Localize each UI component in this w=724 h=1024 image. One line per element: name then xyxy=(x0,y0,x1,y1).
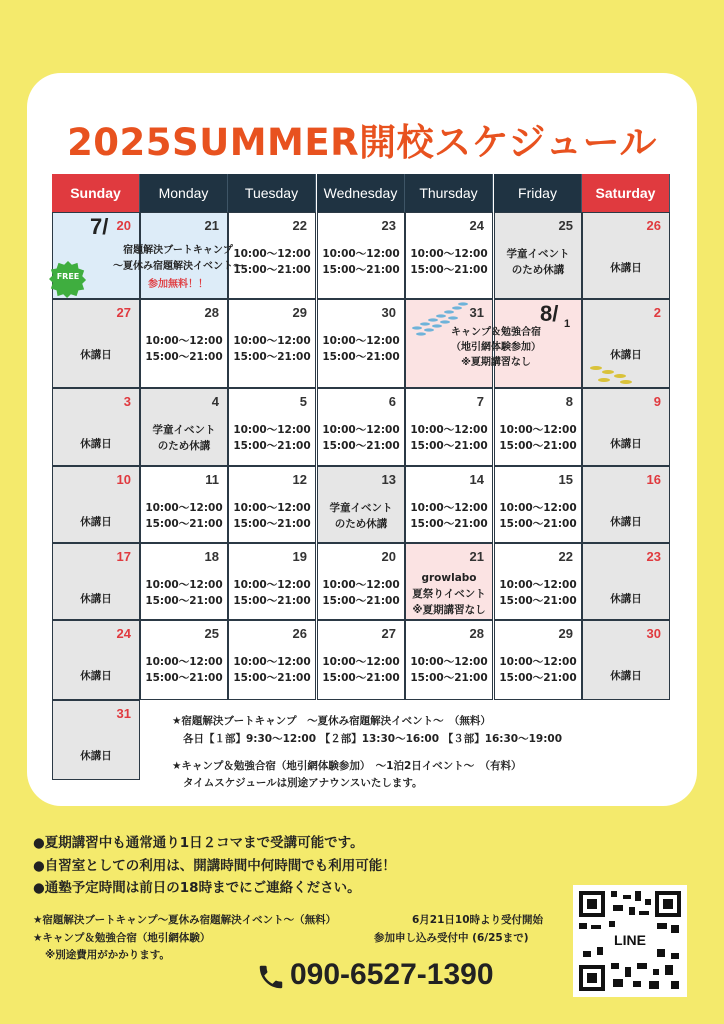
closed-label: 休講日 xyxy=(80,516,112,528)
closed-label: 休講日 xyxy=(80,750,112,762)
closed-label: 休講日 xyxy=(610,438,642,450)
date-number: 20 xyxy=(116,218,131,233)
calendar-cell xyxy=(52,466,140,543)
date-number: 23 xyxy=(646,549,661,564)
calendar-cell xyxy=(140,543,228,620)
date-number: 19 xyxy=(292,549,307,564)
phone-number[interactable]: 090-6527-1390 xyxy=(290,958,494,991)
note-bootcamp: ★宿題解決ブートキャンプ ～夏休み宿題解決イベント～ （無料） xyxy=(172,715,491,727)
date-number: 2 xyxy=(653,305,661,320)
calendar-cell xyxy=(228,388,316,466)
page-title: 2025SUMMER開校スケジュール xyxy=(67,121,657,164)
date-number: 24 xyxy=(469,218,484,233)
date-number: 28 xyxy=(469,626,484,641)
class-hours: 10:00～12:00 15:00～21:00 xyxy=(499,656,577,684)
free-badge-text: FREE xyxy=(56,272,80,281)
footer-extra-cost: ※別途費用がかかります。 xyxy=(45,949,170,961)
class-hours: 10:00～12:00 15:00～21:00 xyxy=(322,579,400,607)
class-hours: 10:00～12:00 15:00～21:00 xyxy=(322,248,400,276)
calendar-cell xyxy=(52,543,140,620)
calendar-cell xyxy=(228,620,316,700)
calendar-cell xyxy=(52,700,140,780)
date-number: 10 xyxy=(116,472,131,487)
bullet-1: ●夏期講習中も通常通り1日２コマまで受講可能です。 xyxy=(33,835,364,851)
class-hours: 10:00～12:00 15:00～21:00 xyxy=(233,502,311,530)
date-number: 25 xyxy=(204,626,219,641)
free-entry-text: 参加無料！！ xyxy=(148,279,208,290)
month-july-label: 7/ xyxy=(90,214,109,239)
date-number: 14 xyxy=(469,472,484,487)
date-number: 22 xyxy=(558,549,573,564)
qr-line-label: LINE xyxy=(614,932,646,948)
class-hours: 10:00～12:00 15:00～21:00 xyxy=(145,656,223,684)
calendar-cell xyxy=(494,543,582,620)
calendar-cell xyxy=(494,620,582,700)
closed-label: 休講日 xyxy=(80,349,112,361)
footer-bootcamp: ★宿題解決ブートキャンプ～夏休み宿題解決イベント～（無料） xyxy=(33,914,337,926)
bootcamp-text: 宿題解決ブートキャンプ ～夏休み宿題解決イベント～ xyxy=(113,245,243,272)
date-number: 25 xyxy=(558,218,573,233)
camp-text: キャンプ＆勉強合宿 （地引網体験参加） ※夏期講習なし xyxy=(451,327,541,368)
calendar-cell xyxy=(582,388,670,466)
calendar-cell xyxy=(494,388,582,466)
calendar-cell xyxy=(52,620,140,700)
calendar-cell xyxy=(317,388,405,466)
closed-label: 休講日 xyxy=(610,593,642,605)
class-hours: 10:00～12:00 15:00～21:00 xyxy=(145,502,223,530)
class-hours: 10:00～12:00 15:00～21:00 xyxy=(322,656,400,684)
calendar-cell xyxy=(582,543,670,620)
class-hours: 10:00～12:00 15:00～21:00 xyxy=(233,656,311,684)
closed-label: 休講日 xyxy=(610,516,642,528)
class-hours: 10:00～12:00 15:00～21:00 xyxy=(233,248,311,276)
class-hours: 10:00～12:00 15:00～21:00 xyxy=(233,579,311,607)
class-hours: 10:00～12:00 15:00～21:00 xyxy=(410,502,488,530)
date-number: 27 xyxy=(116,305,131,320)
date-number: 31 xyxy=(469,305,484,320)
date-number: 11 xyxy=(205,472,219,487)
day-header-4: Thursday xyxy=(405,174,493,212)
calendar-cell xyxy=(405,620,493,700)
closed-label: 休講日 xyxy=(80,670,112,682)
day-header-2: Tuesday xyxy=(228,174,316,212)
calendar-cell xyxy=(317,543,405,620)
closed-label: 休講日 xyxy=(80,438,112,450)
date-number: 28 xyxy=(204,305,219,320)
note-camp: ★キャンプ＆勉強合宿（地引網体験参加） ～1泊2日イベント～ （有料） xyxy=(172,760,522,772)
calendar-cell xyxy=(582,620,670,700)
gakudo-event-label: 学童イベント のため休講 xyxy=(329,502,393,530)
note-camp-schedule: タイムスケジュールは別途アナウンスいたします。 xyxy=(183,777,423,789)
calendar-cell xyxy=(317,299,405,388)
class-hours: 10:00～12:00 15:00～21:00 xyxy=(410,656,488,684)
calendar-cell xyxy=(405,212,493,299)
closed-label: 休講日 xyxy=(80,593,112,605)
calendar-cell xyxy=(52,388,140,466)
day-header-0: Sunday xyxy=(52,174,140,212)
day-header-3: Wednesday xyxy=(317,174,405,212)
calendar-cell xyxy=(228,543,316,620)
calendar-cell xyxy=(140,620,228,700)
date-number: 6 xyxy=(388,394,396,409)
date-number: 29 xyxy=(292,305,307,320)
date-number: 30 xyxy=(381,305,396,320)
august-first-day: 1 xyxy=(564,318,571,330)
month-august-label: 8/ xyxy=(540,301,559,326)
calendar-cell xyxy=(140,466,228,543)
calendar-cell xyxy=(494,212,582,299)
calendar-cell xyxy=(582,212,670,299)
phone-icon xyxy=(256,962,286,992)
date-number: 4 xyxy=(211,394,219,409)
fish-icon xyxy=(588,362,634,386)
calendar-cell xyxy=(140,299,228,388)
day-header-6: Saturday xyxy=(582,174,670,212)
calendar-cell xyxy=(52,299,140,388)
calendar-cell xyxy=(140,388,228,466)
calendar-cell xyxy=(582,466,670,543)
date-number: 7 xyxy=(476,394,484,409)
class-hours: 10:00～12:00 15:00～21:00 xyxy=(499,502,577,530)
calendar-cell xyxy=(405,466,493,543)
date-number: 18 xyxy=(204,549,219,564)
bullet-2: ●自習室としての利用は、開講時間中何時間でも利用可能！ xyxy=(33,858,396,874)
class-hours: 10:00～12:00 15:00～21:00 xyxy=(145,335,223,363)
closed-label: 休講日 xyxy=(610,262,642,274)
date-number: 16 xyxy=(646,472,661,487)
date-number: 30 xyxy=(646,626,661,641)
class-hours: 10:00～12:00 15:00～21:00 xyxy=(145,579,223,607)
date-number: 23 xyxy=(381,218,396,233)
calendar-cell xyxy=(494,466,582,543)
class-hours: 10:00～12:00 15:00～21:00 xyxy=(233,335,311,363)
date-number: 27 xyxy=(381,626,396,641)
day-header-1: Monday xyxy=(140,174,228,212)
class-hours: 10:00～12:00 15:00～21:00 xyxy=(233,424,311,452)
calendar-cell xyxy=(405,543,493,620)
date-number: 17 xyxy=(116,549,131,564)
class-hours: 10:00～12:00 15:00～21:00 xyxy=(499,579,577,607)
date-number: 29 xyxy=(558,626,573,641)
class-hours: 10:00～12:00 15:00～21:00 xyxy=(410,424,488,452)
class-hours: 10:00～12:00 15:00～21:00 xyxy=(322,335,400,363)
footer-camp-status: 参加申し込み受付中 (6/25まで) xyxy=(374,932,529,944)
date-number: 31 xyxy=(116,706,131,721)
gakudo-event-label: 学童イベント のため休講 xyxy=(152,424,216,452)
date-number: 3 xyxy=(123,394,131,409)
footer-bootcamp-date: 6月21日10時より受付開始 xyxy=(412,914,544,926)
festival-event-label: growlabo 夏祭りイベント ※夏期講習なし xyxy=(412,572,486,616)
calendar-cell xyxy=(228,466,316,543)
date-number: 21 xyxy=(204,218,219,233)
date-number: 20 xyxy=(381,549,396,564)
calendar-cell xyxy=(317,466,405,543)
calendar-cell xyxy=(228,299,316,388)
date-number: 26 xyxy=(292,626,307,641)
date-number: 21 xyxy=(469,549,484,564)
calendar-cell xyxy=(317,212,405,299)
closed-label: 休講日 xyxy=(610,349,642,361)
date-number: 9 xyxy=(653,394,661,409)
day-header-5: Friday xyxy=(494,174,582,212)
date-number: 12 xyxy=(292,472,307,487)
date-number: 22 xyxy=(292,218,307,233)
bullet-3: ●通塾予定時間は前日の18時までにご連絡ください。 xyxy=(33,880,361,896)
calendar-cell xyxy=(317,620,405,700)
note-bootcamp-times: 各日【１部】9:30～12:00 【２部】13:30～16:00 【３部】16:30～19:00 xyxy=(183,733,563,745)
date-number: 13 xyxy=(381,472,396,487)
date-number: 15 xyxy=(558,472,573,487)
class-hours: 10:00～12:00 15:00～21:00 xyxy=(410,248,488,276)
closed-label: 休講日 xyxy=(610,670,642,682)
class-hours: 10:00～12:00 15:00～21:00 xyxy=(322,424,400,452)
date-number: 5 xyxy=(299,394,307,409)
date-number: 24 xyxy=(116,626,131,641)
class-hours: 10:00～12:00 15:00～21:00 xyxy=(499,424,577,452)
footer-camp: ★キャンプ＆勉強合宿（地引網体験） xyxy=(33,932,211,944)
fish-school-icon xyxy=(407,298,473,338)
date-number: 8 xyxy=(565,394,573,409)
qr-code[interactable] xyxy=(573,885,687,997)
date-number: 26 xyxy=(646,218,661,233)
gakudo-event-label: 学童イベント のため休講 xyxy=(506,248,570,276)
calendar-cell xyxy=(405,388,493,466)
